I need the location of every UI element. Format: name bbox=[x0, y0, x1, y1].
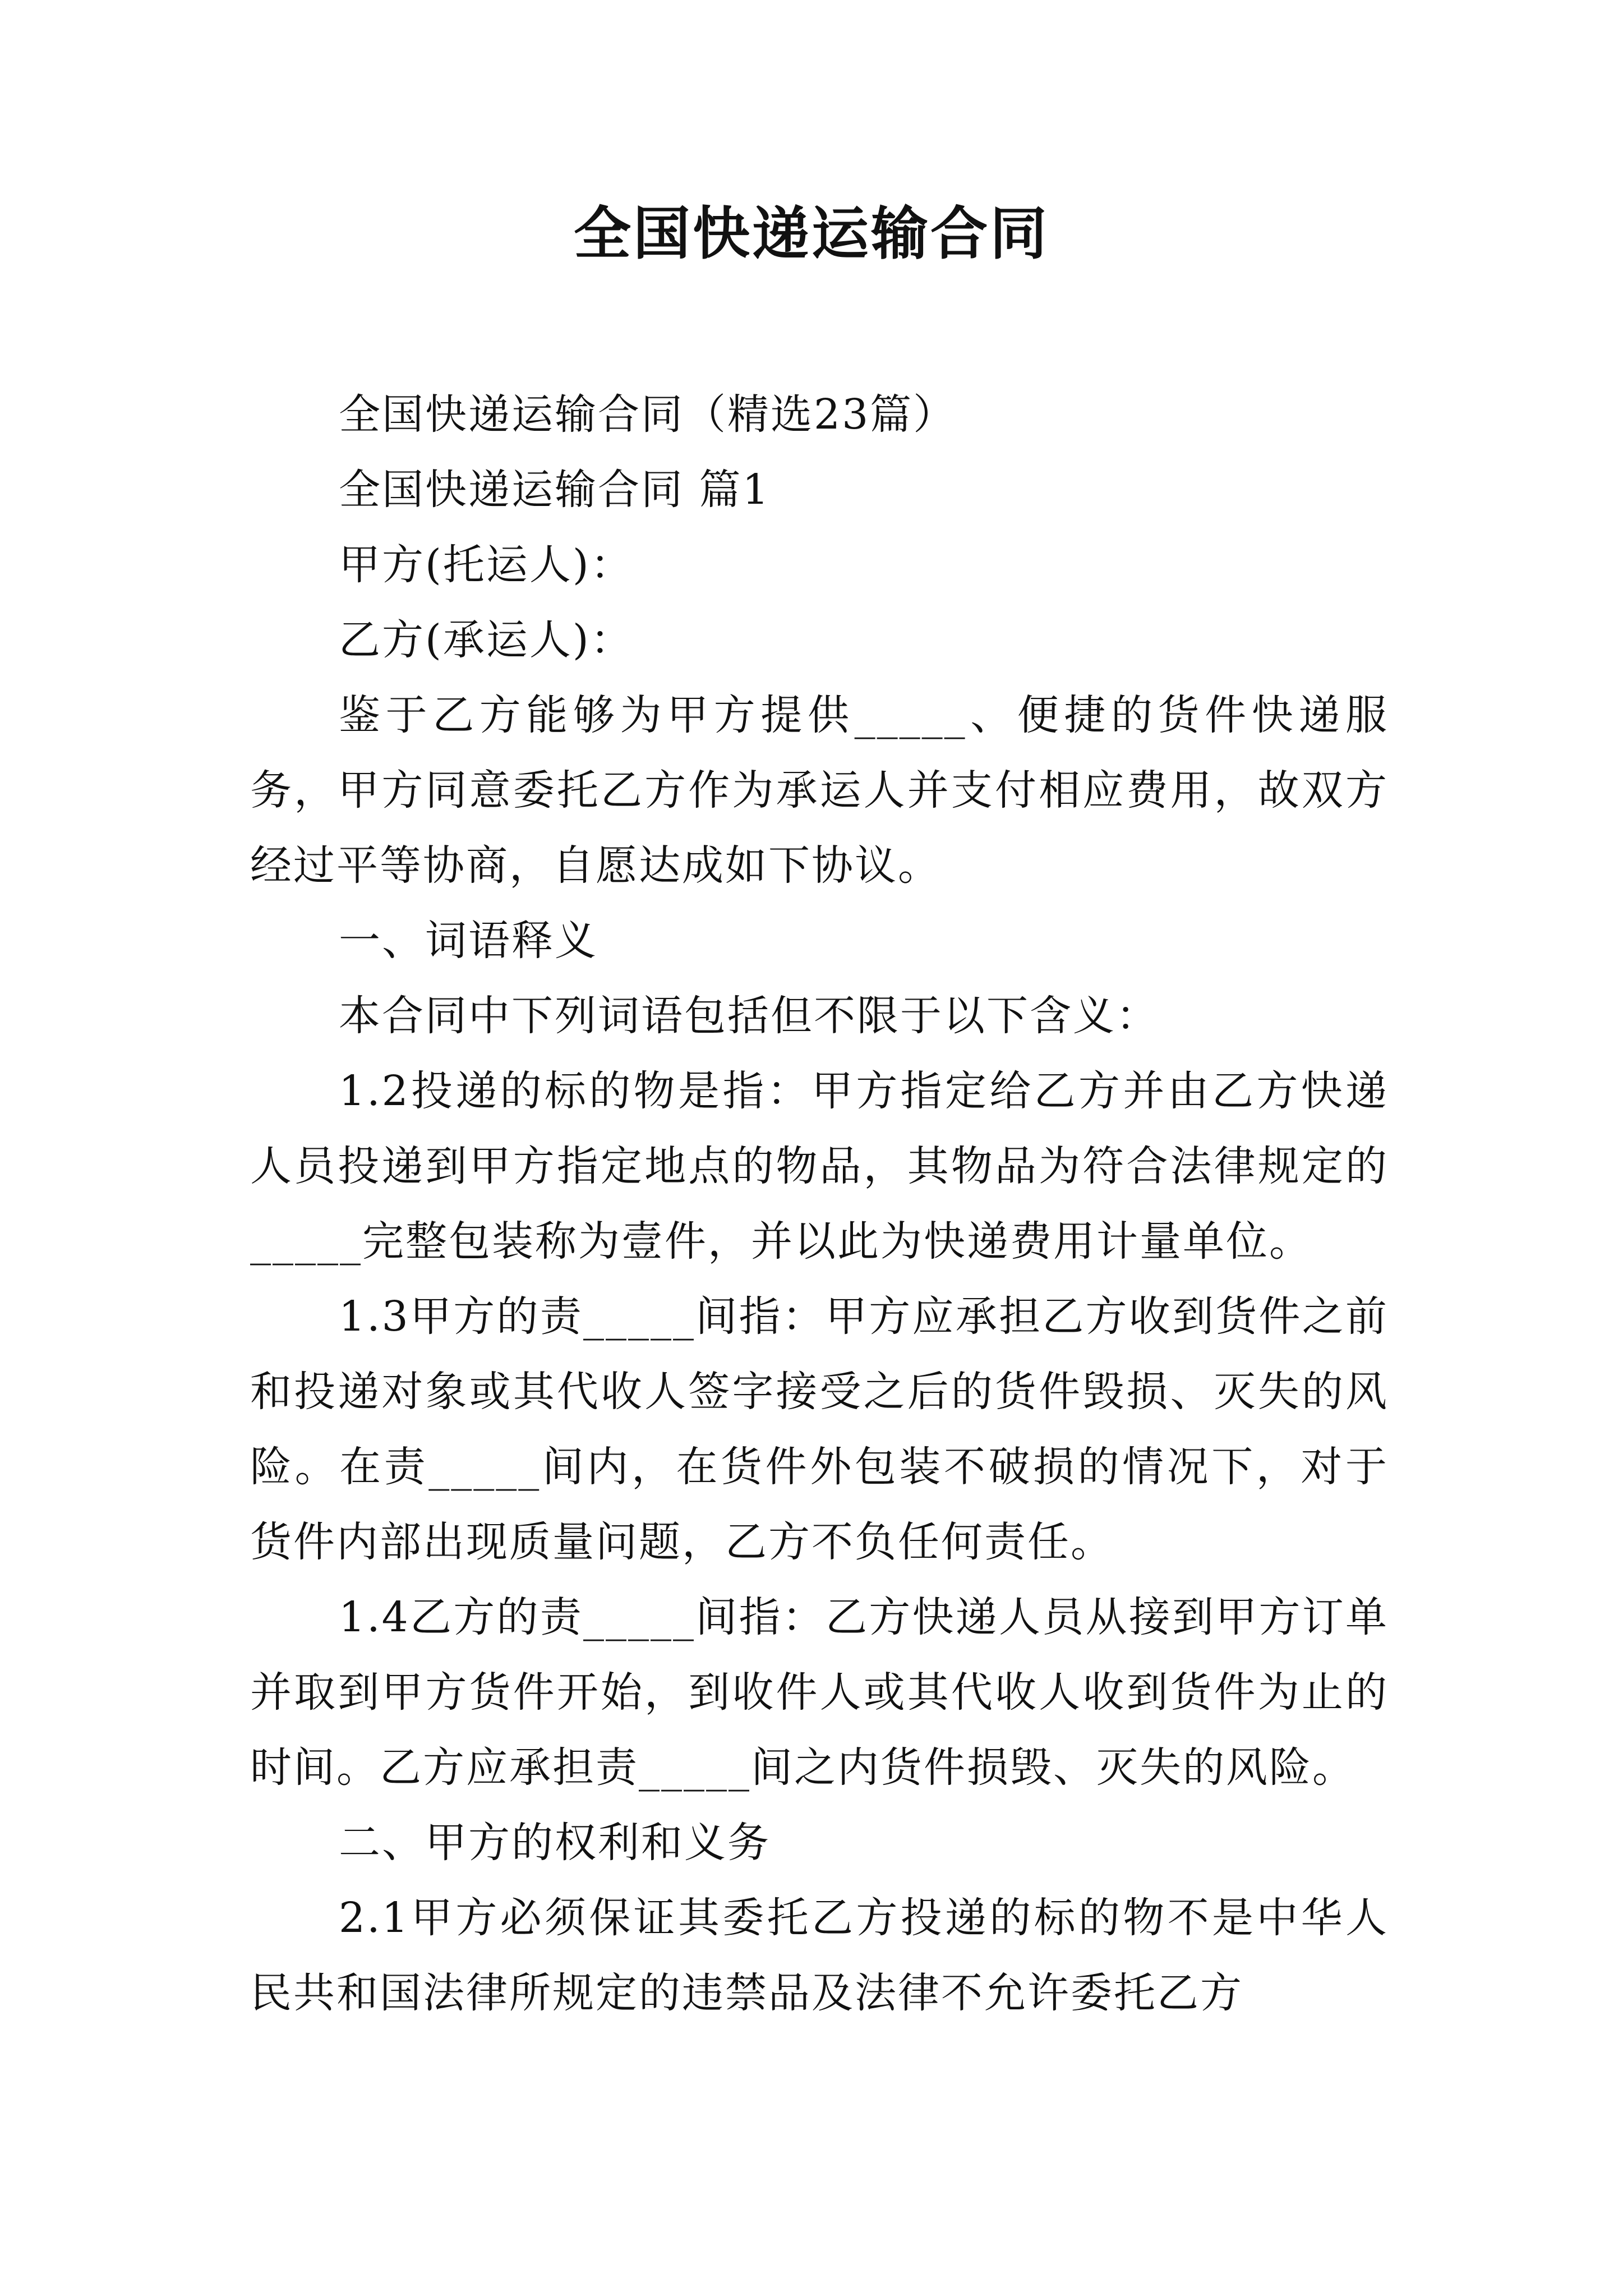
definitions-intro: 本合同中下列词语包括但不限于以下含义： bbox=[339, 992, 1159, 1040]
clause-1-3: 1.3甲方的责_____间指：甲方应承担乙方收到货件之前和投递对象或其代收人签字接受之后的货件毁损、灭失的风险。在责_____间内，在货件外包装不破损的情况下，对于货件内部出现质量问题，乙方不负任何责任。 bbox=[250, 1292, 1389, 1566]
party-b-line: 乙方(承运人)： bbox=[339, 616, 634, 664]
preamble-paragraph: 鉴于乙方能够为甲方提供_____、便捷的货件快递服务，甲方同意委托乙方作为承运人并支付相应费用，故双方经过平等协商，自愿达成如下协议。 bbox=[250, 691, 1389, 890]
document-body bbox=[250, 377, 1389, 2031]
document-title: 全国快递运输合同 bbox=[574, 201, 1049, 268]
clause-1-4: 1.4乙方的责_____间指：乙方快递人员从接到甲方订单并取到甲方货件开始，到收件人或其代收人收到货件为止的时间。乙方应承担责_____间之内货件损毁、灭失的风险。 bbox=[250, 1593, 1389, 1792]
section-two-heading: 二、甲方的权利和义务 bbox=[339, 1819, 771, 1867]
subtitle-paragraph: 全国快递运输合同（精选23篇） bbox=[339, 390, 957, 439]
clause-2-1: 2.1甲方必须保证其委托乙方投递的标的物不是中华人民共和国法律所规定的违禁品及法律不允许委托乙方 bbox=[250, 1894, 1389, 2017]
clause-1-2: 1.2投递的标的物是指：甲方指定给乙方并由乙方快递人员投递到甲方指定地点的物品，其物品为符合法律规定的_____完整包装称为壹件，并以此为快递费用计量单位。 bbox=[250, 1067, 1389, 1266]
section-heading-paragraph: 全国快递运输合同 篇1 bbox=[339, 466, 771, 514]
party-a-line: 甲方(托运人)： bbox=[339, 541, 634, 589]
section-one-heading: 一、词语释义 bbox=[339, 917, 598, 965]
